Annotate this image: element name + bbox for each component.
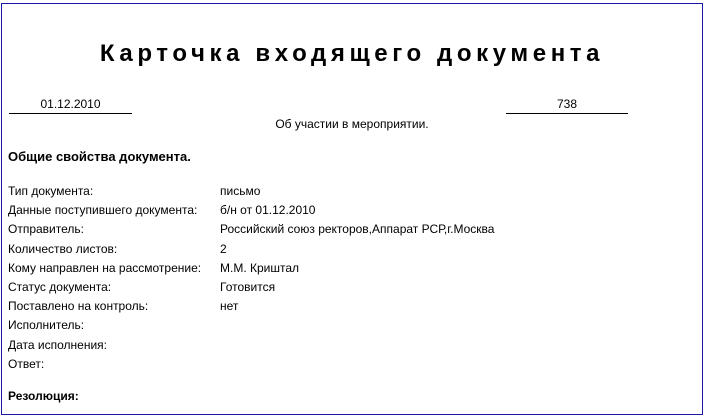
- property-value: М.М. Криштал: [220, 260, 300, 275]
- document-subject: Об участии в мероприятии.: [275, 117, 429, 131]
- property-row-type: [8, 182, 688, 201]
- property-label: Отправитель:: [8, 222, 84, 237]
- property-value: Российский союз ректоров,Аппарат РСР,г.Москва: [220, 222, 495, 237]
- resolution-label: Резолюция:: [8, 389, 79, 403]
- property-value: Готовится: [220, 279, 276, 294]
- document-card-frame: [1, 3, 703, 415]
- registration-number: 738: [506, 96, 628, 114]
- property-row-sheet-count: [8, 240, 688, 259]
- section-title-general: Общие свойства документа.: [8, 149, 191, 164]
- registration-date: 01.12.2010: [9, 96, 132, 114]
- property-value: нет: [220, 299, 239, 314]
- property-value: письмо: [220, 184, 261, 198]
- property-label: Тип документа:: [8, 184, 94, 198]
- property-row-sender: [8, 220, 688, 239]
- property-value: 2: [220, 241, 227, 256]
- properties-list: [8, 182, 688, 374]
- property-label: Ответ:: [8, 356, 45, 371]
- property-row-reviewer: [8, 259, 688, 278]
- property-value: б/н от 01.12.2010: [220, 203, 316, 218]
- property-row-incoming-data: [8, 201, 688, 220]
- property-label: Данные поступившего документа:: [8, 203, 198, 218]
- property-label: Исполнитель:: [8, 318, 85, 333]
- property-label: Кому направлен на рассмотрение:: [8, 260, 202, 275]
- page-title: Карточка входящего документа: [99, 40, 605, 67]
- property-row-status: [8, 278, 688, 297]
- property-label: Количество листов:: [8, 241, 118, 256]
- property-row-executor: [8, 316, 688, 335]
- property-row-due-date: [8, 336, 688, 355]
- property-label: Дата исполнения:: [8, 337, 107, 352]
- property-label: Статус документа:: [8, 279, 112, 294]
- property-row-on-control: [8, 297, 688, 316]
- property-label: Поставлено на контроль:: [8, 299, 149, 314]
- property-row-answer: [8, 355, 688, 374]
